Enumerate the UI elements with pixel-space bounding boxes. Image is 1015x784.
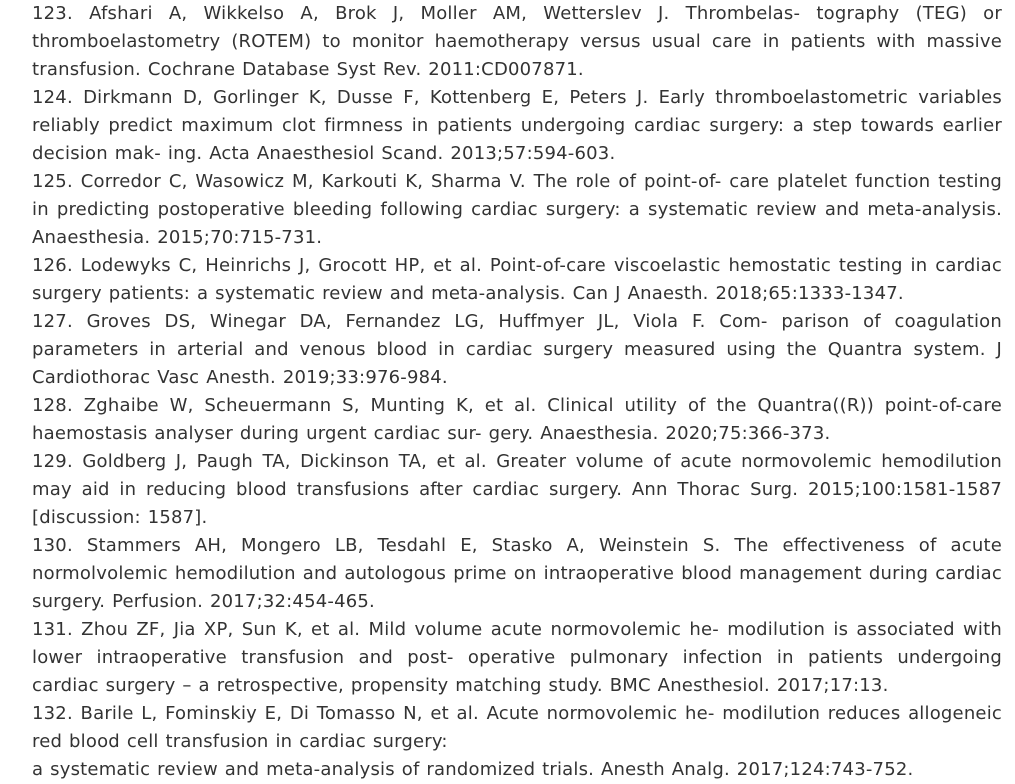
reference-127: 127. Groves DS, Winegar DA, Fernandez LG, Huffmyer JL, Viola F. Com- parison of coagulation parameters in arterial and venous blood in cardiac surgery measured using the Quantra system. J Cardiothorac Vasc Anesth. 2019;33:976-984. xyxy=(32,311,1002,388)
reference-124: 124. Dirkmann D, Gorlinger K, Dusse F, Kottenberg E, Peters J. Early thromboelastometric variables reliably predict maximum clot firmness in patients undergoing cardiac surgery: a step towards earlier decision mak- ing. Acta Anaesthesiol Scand. 2013;57:594-603. xyxy=(32,87,1002,164)
reference-132: 132. Barile L, Fominskiy E, Di Tomasso N, et al. Acute normovolemic he- modilution reduces allogeneic red blood cell transfusion in cardiac surgery: xyxy=(32,703,1002,752)
reference-130: 130. Stammers AH, Mongero LB, Tesdahl E, Stasko A, Weinstein S. The effectiveness of acute normolvolemic hemodilution and autologous prime on intraoperative blood management during cardiac surgery. Perfusion. 2017;32:454-465. xyxy=(32,535,1002,612)
reference-128: 128. Zghaibe W, Scheuermann S, Munting K, et al. Clinical utility of the Quantra((R)) point-of-care haemostasis analyser during urgent cardiac sur- gery. Anaesthesia. 2020;75:366-373. xyxy=(32,395,1002,444)
reference-123: 123. Afshari A, Wikkelso A, Brok J, Moller AM, Wetterslev J. Thrombelas- tography (TEG) or thromboelastometry (ROTEM) to monitor haemotherapy versus usual care in patients with massive transfusion. Cochrane Database Syst Rev. 2011:CD007871. xyxy=(32,3,1002,80)
reference-132-continuation: a systematic review and meta-analysis of randomized trials. Anesth Analg. 2017;124:743-752. xyxy=(32,759,914,780)
reference-131: 131. Zhou ZF, Jia XP, Sun K, et al. Mild volume acute normovolemic he- modilution is associated with lower intraoperative transfusion and post- operative pulmonary infection in patients undergoing cardiac surgery – a retrospective, propensity matching study. BMC Anesthesiol. 2017;17:13. xyxy=(32,619,1002,696)
reference-129: 129. Goldberg J, Paugh TA, Dickinson TA, et al. Greater volume of acute normovolemic hemodilution may aid in reducing blood transfusions after cardiac surgery. Ann Thorac Surg. 2015;100:1581-1587 [discussion: 1587]. xyxy=(32,451,1002,528)
reference-list xyxy=(32,0,1002,784)
reference-125: 125. Corredor C, Wasowicz M, Karkouti K, Sharma V. The role of point-of- care platelet function testing in predicting postoperative bleeding following cardiac surgery: a systematic review and meta-analysis. Anaesthesia. 2015;70:715-731. xyxy=(32,171,1002,248)
reference-126: 126. Lodewyks C, Heinrichs J, Grocott HP, et al. Point-of-care viscoelastic hemostatic testing in cardiac surgery patients: a systematic review and meta-analysis. Can J Anaesth. 2018;65:1333-1347. xyxy=(32,255,1002,304)
